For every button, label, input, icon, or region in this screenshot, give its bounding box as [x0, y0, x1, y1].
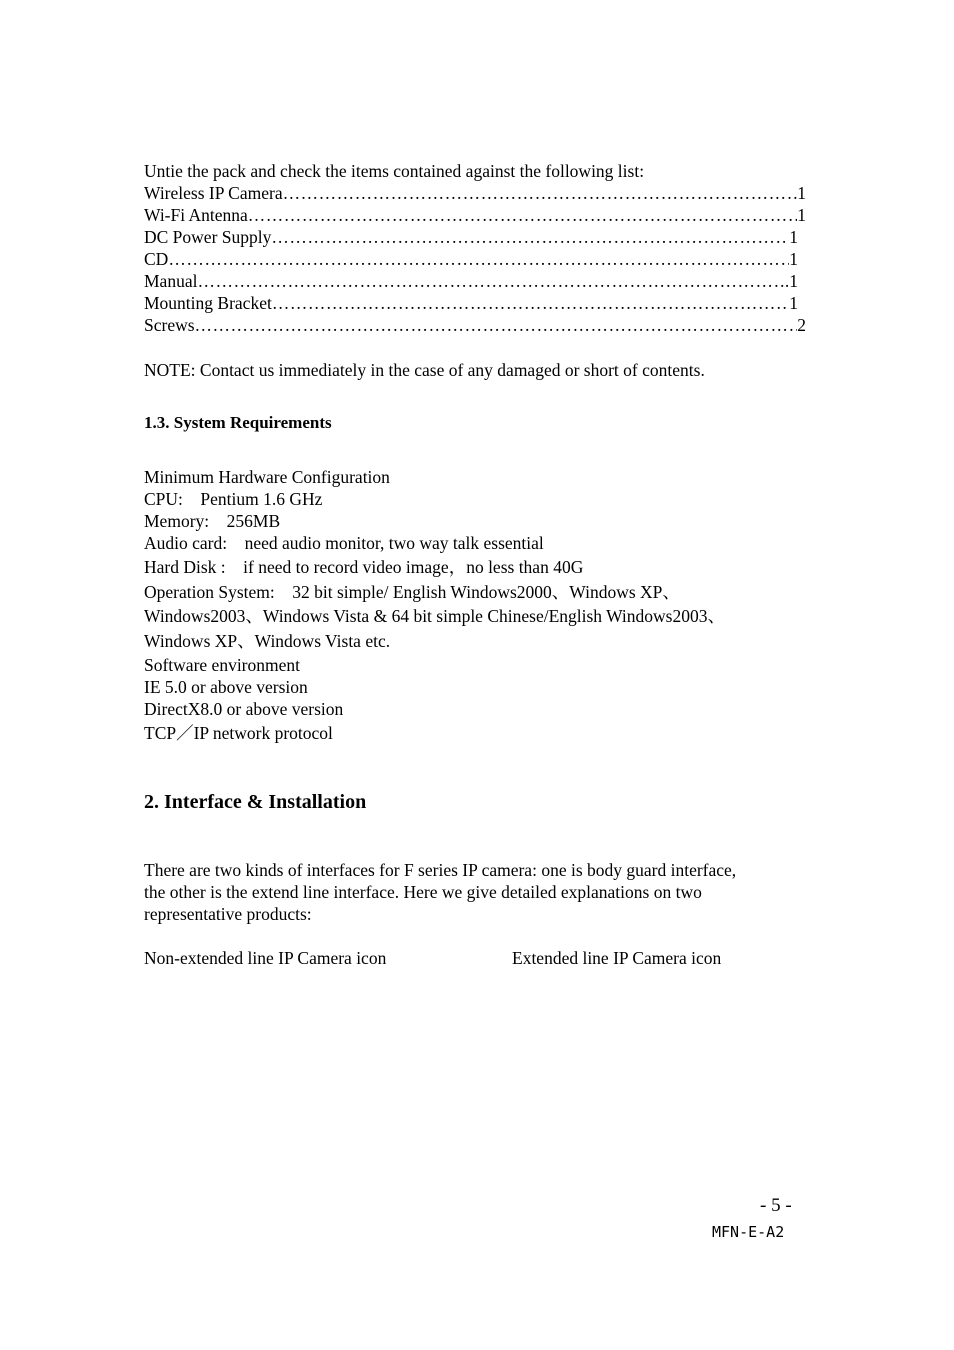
dot-leader: [195, 314, 798, 336]
item-name: DC Power Supply: [144, 227, 272, 247]
req-line: Software environment: [144, 655, 300, 675]
packing-item-bracket: [144, 292, 798, 314]
intro-text: Untie the pack and check the items contained against the following list:: [144, 161, 645, 181]
item-qty: 1: [797, 183, 806, 203]
non-extended-camera-label: Non-extended line IP Camera icon: [144, 948, 387, 968]
req-line: Windows2003、Windows Vista & 64 bit simple Chinese/English Windows2003、: [144, 606, 725, 626]
item-qty: 1: [789, 293, 798, 313]
req-line: Audio card: need audio monitor, two way talk essential: [144, 533, 544, 553]
item-name: Screws: [144, 315, 195, 335]
req-line: CPU: Pentium 1.6 GHz: [144, 489, 323, 509]
req-line: Operation System: 32 bit simple/ English Windows2000、Windows XP、: [144, 582, 680, 602]
packing-item-manual: [144, 270, 798, 292]
packing-item-camera: [144, 182, 806, 204]
item-name: Wi-Fi Antenna: [144, 205, 248, 225]
item-name: CD: [144, 249, 169, 269]
section-heading-system-requirements: 1.3. System Requirements: [144, 413, 332, 432]
item-name: Manual: [144, 271, 198, 291]
dot-leader: [272, 292, 789, 314]
item-name: Wireless IP Camera: [144, 183, 283, 203]
interface-paragraph-line: the other is the extend line interface. Here we give detailed explanations on two: [144, 882, 702, 902]
item-qty: 1: [789, 227, 798, 247]
req-line: Minimum Hardware Configuration: [144, 467, 390, 487]
interface-paragraph-line: representative products:: [144, 904, 312, 924]
packing-item-screws: [144, 314, 806, 336]
packing-item-power-supply: [144, 226, 798, 248]
dot-leader: [248, 204, 797, 226]
item-qty: 2: [797, 315, 806, 335]
dot-leader: [283, 182, 798, 204]
document-code: MFN-E-A2: [712, 1223, 785, 1241]
item-qty: 1: [789, 249, 798, 269]
dot-leader: [271, 226, 789, 248]
item-qty: 1: [797, 205, 806, 225]
note-text: NOTE: Contact us immediately in the case of any damaged or short of contents.: [144, 360, 705, 380]
section-heading-interface-installation: 2. Interface & Installation: [144, 791, 367, 813]
dot-leader: [197, 270, 784, 292]
req-line: Memory: 256MB: [144, 511, 281, 531]
req-line: Windows XP、Windows Vista etc.: [144, 631, 391, 651]
req-line: DirectX8.0 or above version: [144, 699, 344, 719]
page-number: - 5 -: [760, 1195, 792, 1216]
dot-leader: [168, 248, 789, 270]
req-line: TCP／IP network protocol: [144, 723, 333, 743]
req-line: IE 5.0 or above version: [144, 677, 308, 697]
packing-item-cd: [144, 248, 798, 270]
item-name: Mounting Bracket: [144, 293, 272, 313]
req-line: Hard Disk : if need to record video image，no less than 40G: [144, 557, 584, 577]
packing-item-antenna: [144, 204, 806, 226]
item-qty: .1: [784, 271, 798, 291]
interface-paragraph-line: There are two kinds of interfaces for F series IP camera: one is body guard interface,: [144, 860, 737, 880]
extended-camera-label: Extended line IP Camera icon: [512, 948, 722, 968]
